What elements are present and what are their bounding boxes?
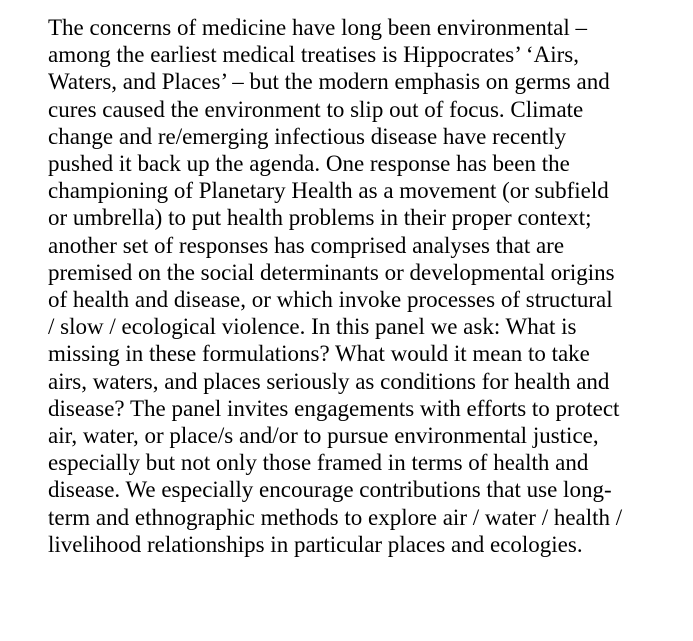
paragraph-line: or umbrella) to put health problems in their proper context; (48, 205, 592, 231)
paragraph-line: disease? The panel invites engagements with efforts to protect (48, 395, 620, 421)
paragraph-line: livelihood relationships in particular places and ecologies. (48, 531, 583, 557)
paragraph-line: / slow / ecological violence. In this panel we ask: What is (48, 314, 577, 340)
paragraph-line: air, water, or place/s and/or to pursue environmental justice, (48, 423, 599, 449)
paragraph-line: airs, waters, and places seriously as conditions for health and (48, 368, 610, 394)
paragraph-line: The concerns of medicine have long been environmental – (48, 15, 588, 40)
paragraph-line: disease. We especially encourage contributions that use long- (48, 477, 612, 503)
paragraph-line: among the earliest medical treatises is Hippocrates’ ‘Airs, (48, 42, 579, 68)
paragraph-line: premised on the social determinants or developmental origins (48, 259, 615, 285)
paragraph-line: cures caused the environment to slip out of focus. Climate (48, 96, 584, 122)
paragraph-line: missing in these formulations? What would it mean to take (48, 341, 590, 367)
paragraph-line: championing of Planetary Health as a movement (or subfield (48, 178, 609, 204)
paragraph-line: another set of responses has comprised analyses that are (48, 232, 565, 258)
paragraph-line: especially but not only those framed in terms of health and (48, 450, 589, 476)
paragraph-line: term and ethnographic methods to explore air / water / health / (48, 504, 623, 530)
paragraph-line: change and re/emerging infectious disease have recently (48, 123, 567, 149)
paragraph-line: pushed it back up the agenda. One response has been the (48, 151, 570, 177)
paragraph-line: Waters, and Places’ – but the modern emphasis on germs and (48, 69, 610, 95)
abstract-paragraph (48, 14, 668, 558)
paragraph-line: of health and disease, or which invoke processes of structural (48, 287, 613, 313)
